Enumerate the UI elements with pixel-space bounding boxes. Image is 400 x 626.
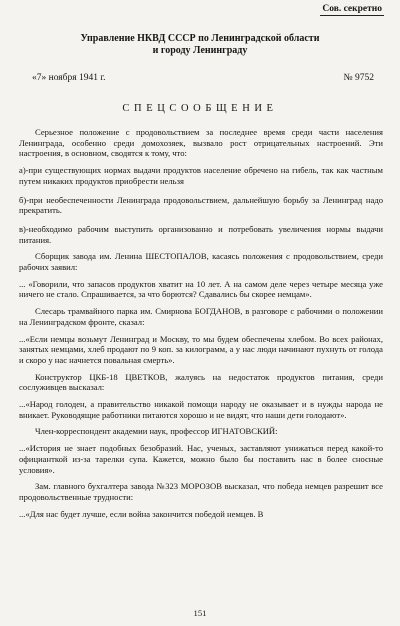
quote-bogdanov: ...«Если немцы возьмут Ленинград и Москву, то мы будем обеспечены хлебом. Во всех районах, занятых немцами, хлеб продают по 9 коп. за килограмм, а у нас люди начинают пухнуть от голода и скоро у нас начнется повальная смерть». <box>19 333 383 365</box>
paragraph-bogdanov: Слесарь трамвайного парка им. Смирнова БОГДАНОВ, в разговоре с рабочими о положении на Ленинградском фронте, сказал: <box>19 306 383 327</box>
list-item-c: в)-необходимо рабочим выступить организованно и потребовать увеличения нормы выдачи питания. <box>19 223 383 245</box>
header-line-2: и городу Ленинграду <box>152 45 248 56</box>
document-number: № 9752 <box>343 73 374 83</box>
list-item-b: б)-при необеспеченности Ленинграда продовольствием, дальнейшую борьбу за Ленинград надо прекратить. <box>19 194 383 216</box>
page-number: 151 <box>193 608 207 618</box>
quote-tsvetkov: ...«Народ голоден, а правительство никакой помощи народу не оказывает и в нужды народа не вникает. Руководящие работники питаются хорошо и не видят, что наши дети голодают». <box>19 399 383 420</box>
paragraph-ignatovsky: Член-корреспондент академии наук, профессор ИГНАТОВСКИЙ: <box>35 426 278 437</box>
header-line-1: Управление НКВД СССР по Ленинградской области <box>80 33 320 44</box>
document-body <box>19 127 383 519</box>
document-date: «7» ноября 1941 г. <box>32 73 106 83</box>
list-item-a: а)-при существующих нормах выдачи продуктов население обречено на гибель, так как частным путем никаких продуктов приобрести нельзя <box>19 165 383 186</box>
paragraph-tsvetkov: Конструктор ЦКБ-18 ЦВЕТКОВ, жалуясь на недостаток продуктов питания, среди сослуживцев высказал: <box>19 371 383 393</box>
document-title: СПЕЦСООБЩЕНИЕ <box>122 103 278 114</box>
quote-ignatovsky: ...«История не знает подобных безобразий. Нас, ученых, заставляют унижаться перед какой-то официанткой из-за тарелки супа. Кажется, можно было бы поставить нас в более сносные условия». <box>19 443 383 475</box>
paragraph-shestopalov: Сборщик завода им. Ленина ШЕСТОПАЛОВ, касаясь положения с продовольствием, среди рабочих заявил: <box>19 251 383 273</box>
intro-paragraph: Серьезное положение с продовольствием за последнее время среди части населения Ленинграда, особенно среди домохозяек, вызвало рост отрицательных настроений. Эти настроения, в основном, сводятся к тому, что: <box>19 127 383 159</box>
quote-morozov: ...«Для нас будет лучше, если война закончится победой немцев. В <box>19 508 264 519</box>
document-header <box>0 33 400 57</box>
quote-shestopalov: ... «Говорили, что запасов продуктов хватит на 10 лет. А на самом деле через четыре месяца уже ничего не стало. Спрашивается, за что борются? Сдавались бы скорее немцам». <box>19 278 383 300</box>
secrecy-stamp: Сов. секретно <box>322 4 382 14</box>
paragraph-morozov: Зам. главного бухгалтера завода №323 МОРОЗОВ высказал, что победа немцев разрешит все продовольственные трудности: <box>19 481 383 502</box>
